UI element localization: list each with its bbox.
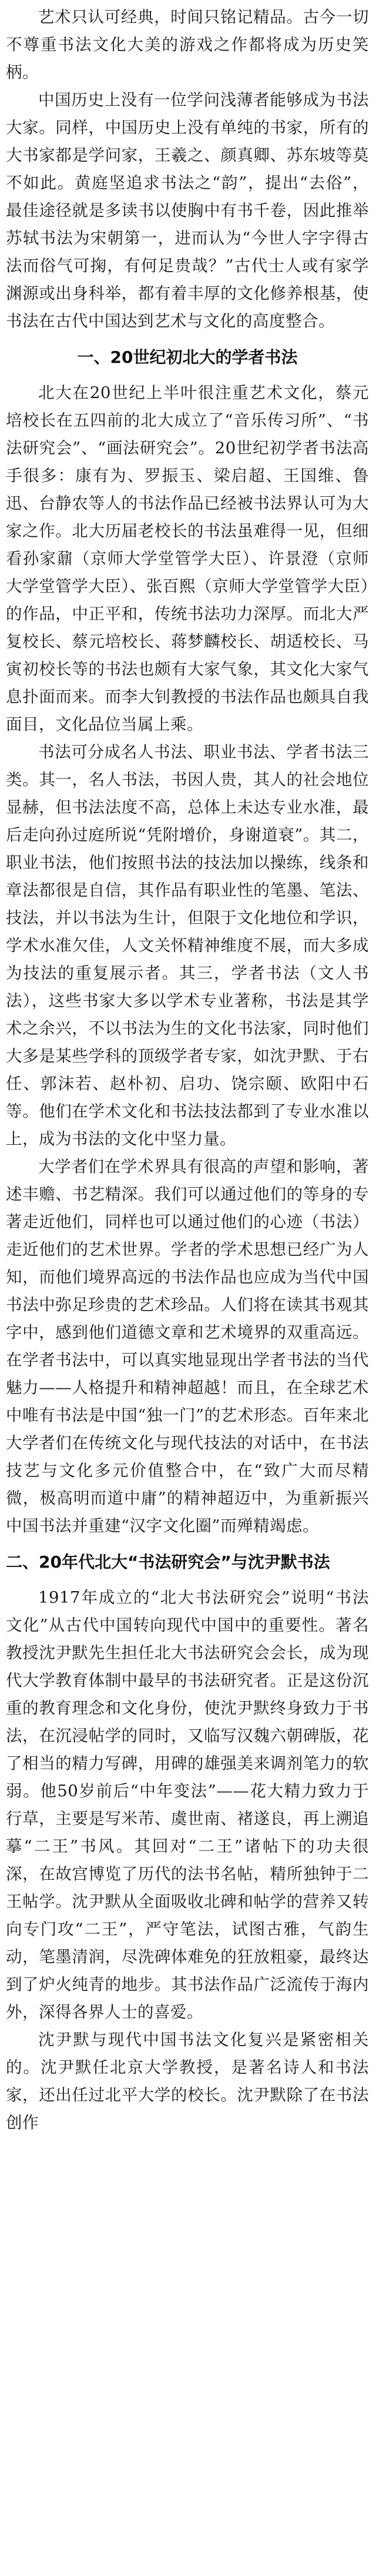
- section-spacer: [6, 335, 369, 343]
- intro-paragraph: 艺术只认可经典，时间只铭记精品。古今一切不尊重书法文化大美的游戏之作都将成为历史笑柄。: [6, 8, 369, 82]
- section-spacer: [6, 371, 369, 379]
- section-heading-1: 一、20世纪初北大的学者书法: [77, 348, 298, 367]
- section2-paragraph: 沈尹默与现代中国书法文化复兴是紧密相关的。沈尹默任北京大学教授，是著名诗人和书法家，还出任过北平大学的校长。沈尹默除了在书法创作: [6, 2030, 369, 2132]
- section2-paragraph: 1917年成立的“北大书法研究会”说明“书法文化”从古代中国转向现代中国中的重要性。著名教授沈尹默先生担任北大书法研究会会长，成为现代大学教育体制中最早的书法研究者。正是这份沉重的教育理念和文化身份，使沈尹默终身致力于书法，在沉浸帖学的同时，又临写汉魏六朝碑版，花了相当的精力写碑，用碑的雄强美来调剂笔力的软弱。他50岁前后“中年变法”——花大精力致力于行草，主要是写米芾、虞世南、褚遂良，再上溯追摹“二王”书风。其回对“二王”诸帖下的功夫很深，在故宫博览了历代的法书名帖，精所独钟于二王帖学。沈尹默从全面吸收北碑和帖学的营养又转向专门攻“二王”，严守笔法，试图古雅，气韵生动，笔墨清润，尽洗碑体难免的狂放粗豪，最终达到了炉火纯青的地步。其书法作品广泛流传于海内外，深得各界人士的喜爱。: [6, 1588, 369, 2022]
- section1-paragraph: 书法可分成名人书法、职业书法、学者书法三类。其一，名人书法，书因人贵，其人的社会地位显赫，但书法法度不高，总体上未达专业水准，最后走向孙过庭所说“凭附增价，身谢道衰”。其二，职业书法，他们按照书法的技法加以操练，线条和章法都很是自信，其作品有职业性的笔墨、笔法、技法，并以书法为生计，但限于文化地位和学识，学术水准欠佳，人文关怀精神维度不展，而大多成为技法的重复展示者。其三，学者书法（文人书法），这些书家大多以学术专业著称，书法是其学术之余兴，不以书法为生的文化书法家，同时他们大多是某些学科的顶级学者专家，如沈尹默、于右任、郭沫若、赵朴初、启功、饶宗颐、欧阳中石等。他们在学术文化和书法技法都到了专业水准以上，成为书法的文化中坚力量。: [6, 743, 369, 1148]
- section-spacer: [6, 1540, 369, 1548]
- section-heading-2: 二、20年代北大“书法研究会”与沈尹默书法: [6, 1552, 330, 1572]
- section-spacer: [6, 1576, 369, 1584]
- section1-paragraph: 北大在20世纪上半叶很注重艺术文化，蔡元培校长在五四前的北大成立了“音乐传习所”、“书法研究会”、“画法研究会”。20世纪初学者书法高手很多：康有为、罗振玉、梁启超、王国维、鲁迅、台静农等人的书法作品已经被书法界认可为大家之作。北大历届老校长的书法虽难得一见，但细看孙家鼐（京师大学堂管学大臣）、许景澄（京师大学堂管学大臣）、张百熙（京师大学堂管学大臣）的作品，中正平和，传统书法功力深厚。而北大严复校长、蔡元培校长、蒋梦麟校长、胡适校长、马寅初校长等的书法也颇有大家气象，其文化大家气息扑面而来。而李大钊教授的书法作品也颇具自我面目，文化品位当属上乘。: [6, 383, 369, 734]
- intro-paragraph: 中国历史上没有一位学问浅薄者能够成为书法大家。同样，中国历史上没有单纯的书家，所有的大书家都是学问家，王羲之、颜真卿、苏东坡等莫不如此。黄庭坚追求书法之“韵”，提出“去俗”，最佳途径就是多读书以使胸中有书千卷，因此推举苏轼书法为宋朝第一，进而认为“今世人字字得古法而俗气可掬，有何足贵哉？”古代士人或有家学渊源或出身科举，都有着丰厚的文化修养根基，使书法在古代中国达到艺术与文化的高度整合。: [6, 91, 369, 330]
- section1-paragraph: 大学者们在学术界具有很高的声望和影响，著述丰赡、书艺精深。我们可以通过他们的等身的专著走近他们，同样也可以通过他们的心迹（书法）走近他们的艺术世界。学者的学术思想已经广为人知，而他们境界高远的书法作品也应成为当代中国书法中弥足珍贵的艺术珍品。人们将在读其书观其字中，感到他们道德文章和艺术境界的双重高远。在学者书法中，可以真实地显现出学者书法的当代魅力——人格提升和精神超越！而且，在全球艺术中唯有书法是中国“独一门”的艺术形态。百年来北大学者们在传统文化与现代技法的对话中，在书法技艺与文化多元价值整合中，在“致广大而尽精微，极高明而道中庸”的精神超迈中，为重新振兴中国书法并重建“汉字文化圈”而殚精竭虑。: [6, 1157, 369, 1535]
